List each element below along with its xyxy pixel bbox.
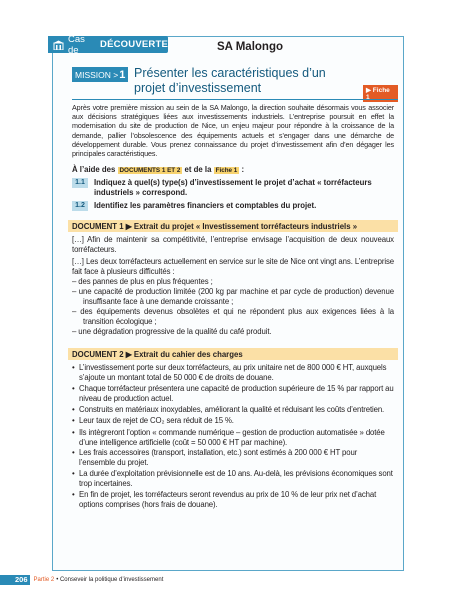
company-title: SA Malongo	[216, 41, 283, 53]
document-1-paragraph-2: […] Les deux torréfacteurs actuellement en service sur le site de Nice ont vingt ans. L’entreprise fait face à plusieurs difficultés :	[72, 257, 394, 276]
fiche-link[interactable]: ▶ Fiche 1	[363, 85, 398, 102]
difficulty-item: – une capacité de production limitée (200 kg par machine et par cycle de production) devenue insuffisante face à une demande croissante ;	[72, 287, 394, 306]
fiche-ref: Fiche 1	[215, 167, 238, 174]
document-1-paragraph-1: […] Afin de maintenir sa compétitivité, l’entreprise envisage l’acquisition de deux nouveaux torréfacteurs.	[72, 235, 394, 254]
footer-part: Partie 2	[33, 577, 55, 583]
spec-item: • Ils intègreront l’option « commande numérique – gestion de production automatisée » dotée d’une intelligence artificielle (coût = 50 000 € HT par machine).	[72, 428, 394, 447]
difficulty-item: – des pannes de plus en plus fréquentes ;	[72, 277, 213, 286]
document-2-header	[68, 348, 398, 360]
document-1-title: Extrait du projet « Investissement torréfacteurs industriels »	[131, 222, 358, 231]
question-1-1	[72, 178, 394, 198]
spec-item: • Construits en matériaux inoxydables, améliorant la qualité et réduisant les coûts d’entretien.	[72, 405, 394, 415]
document-2-label: DOCUMENT 2 ▶	[72, 350, 132, 359]
question-text: Indiquez à quel(s) type(s) d’investissement le projet d’achat « torréfacteurs industriels » correspond.	[94, 178, 372, 197]
page-number: 206	[0, 575, 30, 585]
document-1-header	[68, 220, 398, 232]
footer-section: • Conseveir la politique d’investissement	[56, 577, 164, 583]
mission-title: Présenter les caractéristiques d’un projet d’investissement	[134, 66, 326, 95]
difficulty-item: – des équipements devenus obsolètes et qui ne répondent plus aux exigences liées à la transition écologique ;	[72, 307, 394, 326]
documents-ref: DOCUMENTS 1 ET 2	[119, 167, 181, 174]
spec-item: • Leur taux de rejet de CO₂ sera réduit de 15 %.	[72, 416, 394, 426]
intro-paragraph: Après votre première mission au sein de la SA Malongo, la direction souhaite désormais vous associer aux décisions stratégiques liées aux investissements industriels. L’entreprise poursuit en effet la modernisation du site de production de Nice, un enjeu majeur pour répondre à la croissance de la demande, pallier l’obsolescence des équipements actuels et s’engager dans une démarche de développement durable. Vous prenez connaissance du projet d’investissement afin d’en dégager les principales caractéristiques.	[72, 103, 394, 159]
mission-divider	[72, 99, 398, 100]
spec-item: • En fin de projet, les torréfacteurs seront revendus au prix de 10 % de leur prix net d’achat options comprises (hors frais de douane).	[72, 490, 394, 509]
instructions-prefix: À l’aide des	[72, 165, 118, 174]
question-number: 1.2	[72, 201, 88, 211]
question-number: 1.1	[72, 178, 88, 188]
difficulty-item: – une dégradation progressive de la qualité du café produit.	[72, 327, 272, 336]
mission-tag-label: MISSION >	[75, 70, 119, 80]
mission-tag	[72, 67, 128, 82]
case-banner	[48, 33, 168, 56]
document-2-title: Extrait du cahier des charges	[131, 350, 243, 359]
banner-prefix: Cas de	[68, 33, 85, 56]
spec-item: • Chaque torréfacteur présentera une capacité de production supérieure de 15 % par rapport au niveau de production actuel.	[72, 384, 394, 403]
instructions-suffix: :	[239, 165, 245, 174]
instructions	[72, 165, 394, 174]
spec-item: • La durée d’exploitation prévisionnelle est de 10 ans. Au-delà, les prévisions économiques sont trop incertaines.	[72, 469, 394, 488]
question-text: Identifiez les paramètres financiers et comptables du projet.	[94, 201, 317, 210]
banner-strong: DÉCOUVERTE	[100, 39, 168, 50]
instructions-middle: et de la	[182, 165, 214, 174]
building-icon	[53, 40, 64, 50]
page-footer	[0, 575, 300, 585]
spec-item: • Les frais accessoires (transport, installation, etc.) sont estimés à 200 000 € HT pour l’ensemble du projet.	[72, 448, 394, 467]
mission-number: 1	[119, 69, 126, 81]
document-1-label: DOCUMENT 1 ▶	[72, 222, 132, 231]
spec-item: • L’investissement porte sur deux torréfacteurs, au prix unitaire net de 800 000 € HT, auxquels s’ajoute un montant total de 50 000 € de droits de douane.	[72, 363, 394, 382]
question-1-2	[72, 201, 394, 211]
